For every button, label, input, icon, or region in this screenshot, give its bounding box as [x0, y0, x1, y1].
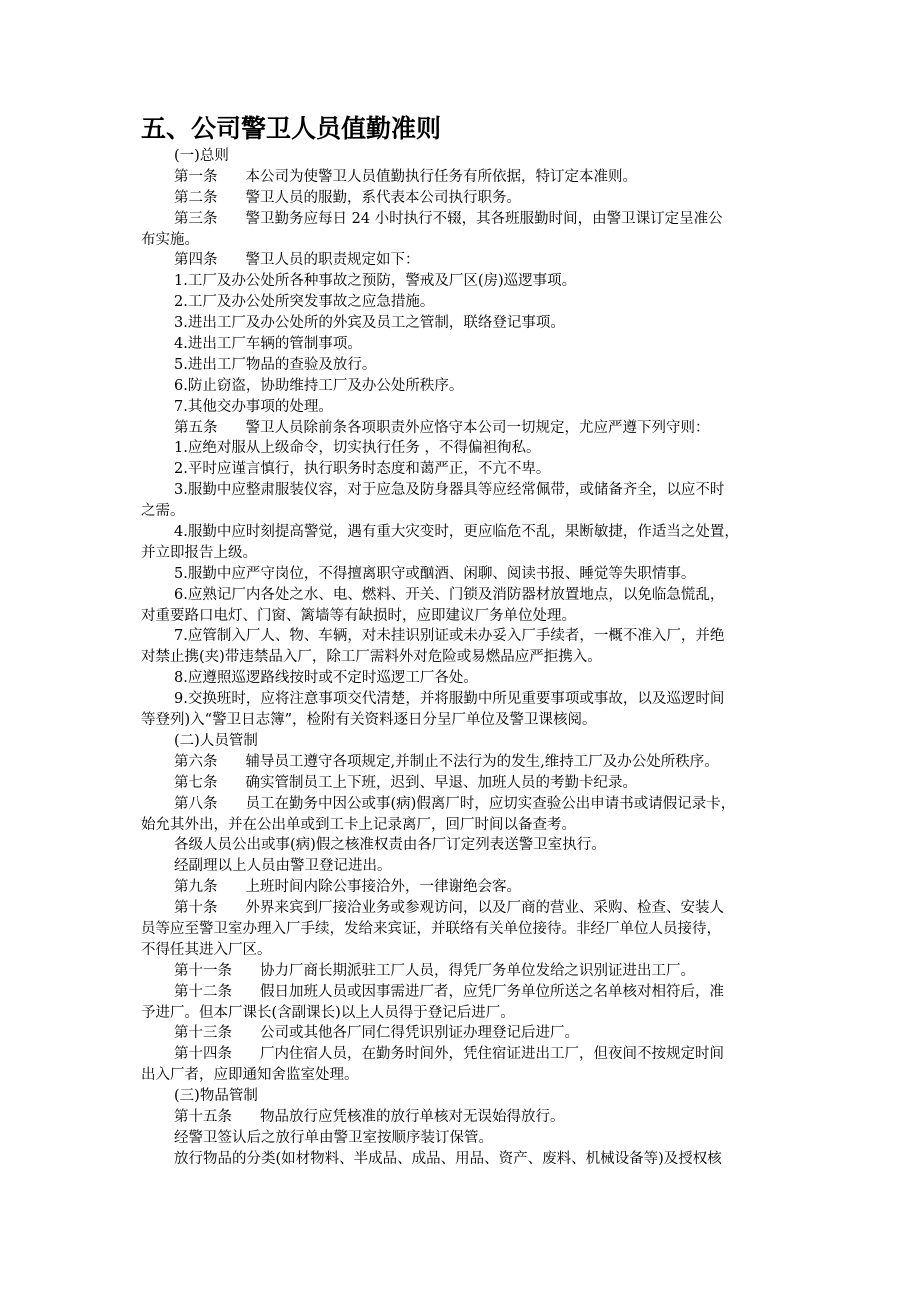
- line-text: 布实施。: [141, 231, 199, 248]
- text-line: [141, 1003, 821, 1024]
- text-line: [141, 397, 821, 418]
- section-heading: [141, 1086, 821, 1107]
- text-line: [141, 480, 821, 501]
- line-text: 警卫人员的服勤，系代表本公司执行职务。: [245, 189, 521, 206]
- article-number: 第十条: [174, 900, 218, 917]
- line-text: 经副理以上人员由警卫登记进出。: [174, 858, 392, 875]
- section-heading: [141, 731, 821, 752]
- line-text: 6.应熟记厂内各处之水、电、燃料、开关、门锁及消防器材放置地点，以免临急慌乱，: [174, 586, 725, 603]
- text-line: [141, 1065, 821, 1086]
- article-number: 第五条: [174, 419, 218, 436]
- line-text: 3.进出工厂及办公处所的外宾及员工之管制，联络登记事项。: [174, 315, 565, 332]
- line-text: 始允其外出，并在公出单或到工卡上记录离厂，回厂时间以备查考。: [141, 816, 576, 833]
- article-number: 第二条: [174, 189, 218, 206]
- text-line: [141, 313, 821, 334]
- text-line: [141, 522, 821, 543]
- line-text: 予进厂。但本厂课长(含副课长)以上人员得于登记后进厂。: [141, 1004, 515, 1021]
- article-line: [141, 250, 821, 271]
- article-number: 第十五条: [174, 1108, 232, 1125]
- line-text: 2.工厂及办公处所突发事故之应急措施。: [174, 294, 435, 311]
- article-line: [141, 877, 821, 898]
- article-number: (一)总则: [174, 148, 229, 164]
- article-number: (三)物品管制: [174, 1088, 258, 1105]
- line-text: 等登列)入“警卫日志簿”，检附有关资料逐日分呈厂单位及警卫课核阅。: [141, 712, 597, 729]
- line-text: 对重要路口电灯、门窗、篱墙等有缺损时，应即建议厂务单位处理。: [141, 607, 576, 624]
- line-text: 不得任其进入厂区。: [141, 941, 272, 958]
- article-line: [141, 773, 821, 794]
- line-text: 4.服勤中应时刻提高警觉，遇有重大灾变时，更应临危不乱，果断敏捷，作适当之处置，: [174, 524, 739, 541]
- article-line: [141, 1107, 821, 1128]
- line-text: 1.工厂及办公处所各种事故之预防，警戒及厂区(房)巡逻事项。: [174, 273, 577, 290]
- article-line: [141, 794, 821, 815]
- line-text: 警卫人员的职责规定如下：: [245, 252, 420, 269]
- article-line: [141, 1023, 821, 1044]
- line-text: 协力厂商长期派驻工厂人员，得凭厂务单位发给之识别证进出工厂。: [260, 962, 695, 979]
- text-line: [141, 940, 821, 961]
- article-number: 第八条: [174, 795, 218, 812]
- text-line: [141, 815, 821, 836]
- article-number: 第十二条: [174, 983, 232, 1000]
- text-line: [141, 710, 821, 731]
- line-text: 厂内住宿人员，在勤务时间外，凭住宿证进出工厂，但夜间不按规定时间: [260, 1046, 724, 1063]
- article-number: 第三条: [174, 210, 218, 227]
- line-text: 3.服勤中应整肃服装仪容，对于应急及防身器具等应经常佩带，或储备齐全，以应不时: [174, 482, 725, 499]
- text-line: [141, 1149, 821, 1170]
- line-text: 外界来宾到厂接洽业务或参观访问，以及厂商的营业、采购、检查、安装人: [245, 900, 724, 917]
- line-text: 9.交换班时，应将注意事项交代清楚，并将服勤中所见重要事项或事故，以及巡逻时间: [174, 691, 725, 708]
- line-text: 公司或其他各厂同仁得凭识别证办理登记后进厂。: [260, 1025, 579, 1042]
- article-line: [141, 898, 821, 919]
- text-line: [141, 689, 821, 710]
- line-text: 警卫人员除前条各项职责外应恪守本公司一切规定，尤应严遵下列守则：: [245, 419, 710, 436]
- text-line: [141, 856, 821, 877]
- line-text: 2.平时应谨言慎行，执行职务时态度和蔼严正，不亢不卑。: [174, 461, 551, 478]
- line-text: 上班时间内除公事接洽外，一律谢绝会客。: [245, 879, 521, 896]
- text-line: [141, 1128, 821, 1149]
- line-text: 假日加班人员或因事需进厂者，应凭厂务单位所送之名单核对相符后，准: [260, 983, 724, 1000]
- line-text: 本公司为使警卫人员值勤执行任务有所依据，特订定本准则。: [245, 168, 637, 185]
- text-line: [141, 292, 821, 313]
- line-text: 6.防止窃盗，协助维持工厂及办公处所秩序。: [174, 377, 464, 394]
- line-text: 确实管制员工上下班，迟到、早退、加班人员的考勤卡纪录。: [245, 774, 637, 791]
- text-line: [141, 230, 821, 251]
- article-number: 第十一条: [174, 962, 232, 979]
- line-text: 5.服勤中应严守岗位，不得擅离职守或酗酒、闲聊、阅读书报、睡觉等失职情事。: [174, 565, 696, 582]
- line-text: 各级人员公出或事(病)假之核准权责由各厂订定列表送警卫室执行。: [174, 837, 606, 854]
- text-line: [141, 334, 821, 355]
- line-text: 放行物品的分类(如材物料、半成品、成品、用品、资产、废料、机械设备等)及授权核: [174, 1150, 722, 1167]
- article-number: 第九条: [174, 879, 218, 896]
- line-text: 8.应遵照巡逻路线按时或不定时巡逻工厂各处。: [174, 670, 478, 687]
- document-title: 五、公司警卫人员值勤准则: [141, 114, 442, 143]
- line-text: 对禁止携(夹)带违禁品入厂，除工厂需料外对危险或易燃品应严拒携入。: [141, 649, 602, 666]
- line-text: 物品放行应凭核准的放行单核对无误始得放行。: [260, 1108, 565, 1125]
- text-line: [141, 271, 821, 292]
- article-line: [141, 961, 821, 982]
- line-text: 5.进出工厂物品的查验及放行。: [174, 356, 377, 373]
- line-text: 警卫勤务应每日 24 小时执行不辍，其各班服勤时间，由警卫课订定呈准公: [245, 210, 723, 227]
- article-line: [141, 188, 821, 209]
- line-text: 经警卫签认后之放行单由警卫室按顺序装订保管。: [174, 1129, 493, 1146]
- text-line: [141, 606, 821, 627]
- text-line: [141, 919, 821, 940]
- article-number: 第四条: [174, 252, 218, 269]
- line-text: 员工在勤务中因公或事(病)假离厂时，应切实查验公出申请书或请假记录卡，: [245, 795, 736, 812]
- line-text: 7.其他交办事项的处理。: [174, 398, 333, 415]
- article-number: 第七条: [174, 774, 218, 791]
- section-heading: [141, 146, 821, 167]
- line-text: 1.应绝对服从上级命令，切实执行任务 ，不得偏袒徇私。: [174, 440, 541, 457]
- text-line: [141, 835, 821, 856]
- article-number: 第十四条: [174, 1046, 232, 1063]
- text-line: [141, 501, 821, 522]
- line-text: 7.应管制入厂人、物、车辆，对未挂识别证或未办妥入厂手续者，一概不准入厂，并绝: [174, 628, 725, 645]
- text-line: [141, 355, 821, 376]
- article-line: [141, 167, 821, 188]
- article-number: 第一条: [174, 168, 218, 185]
- text-line: [141, 564, 821, 585]
- article-number: 第六条: [174, 753, 218, 770]
- text-line: [141, 543, 821, 564]
- text-line: [141, 438, 821, 459]
- text-line: [141, 585, 821, 606]
- article-line: [141, 1044, 821, 1065]
- text-line: [141, 459, 821, 480]
- text-line: [141, 647, 821, 668]
- line-text: 员等应至警卫室办理入厂手续，发给来宾证，并联络有关单位接待。非经厂单位人员接待，: [141, 920, 721, 937]
- line-text: 之需。: [141, 503, 185, 520]
- document-body: [141, 146, 821, 1170]
- line-text: 4.进出工厂车辆的管制事项。: [174, 336, 362, 353]
- line-text: 辅导员工遵守各项规定,并制止不法行为的发生,维持工厂及办公处所秩序。: [245, 753, 719, 770]
- line-text: 并立即报告上级。: [141, 544, 257, 561]
- text-line: [141, 668, 821, 689]
- text-line: [141, 376, 821, 397]
- article-line: [141, 982, 821, 1003]
- article-line: [141, 209, 821, 230]
- line-text: 出入厂者，应即通知舍监室处理。: [141, 1067, 359, 1084]
- text-line: [141, 626, 821, 647]
- article-line: [141, 752, 821, 773]
- article-line: [141, 418, 821, 439]
- article-number: (二)人员管制: [174, 732, 258, 749]
- article-number: 第十三条: [174, 1025, 232, 1042]
